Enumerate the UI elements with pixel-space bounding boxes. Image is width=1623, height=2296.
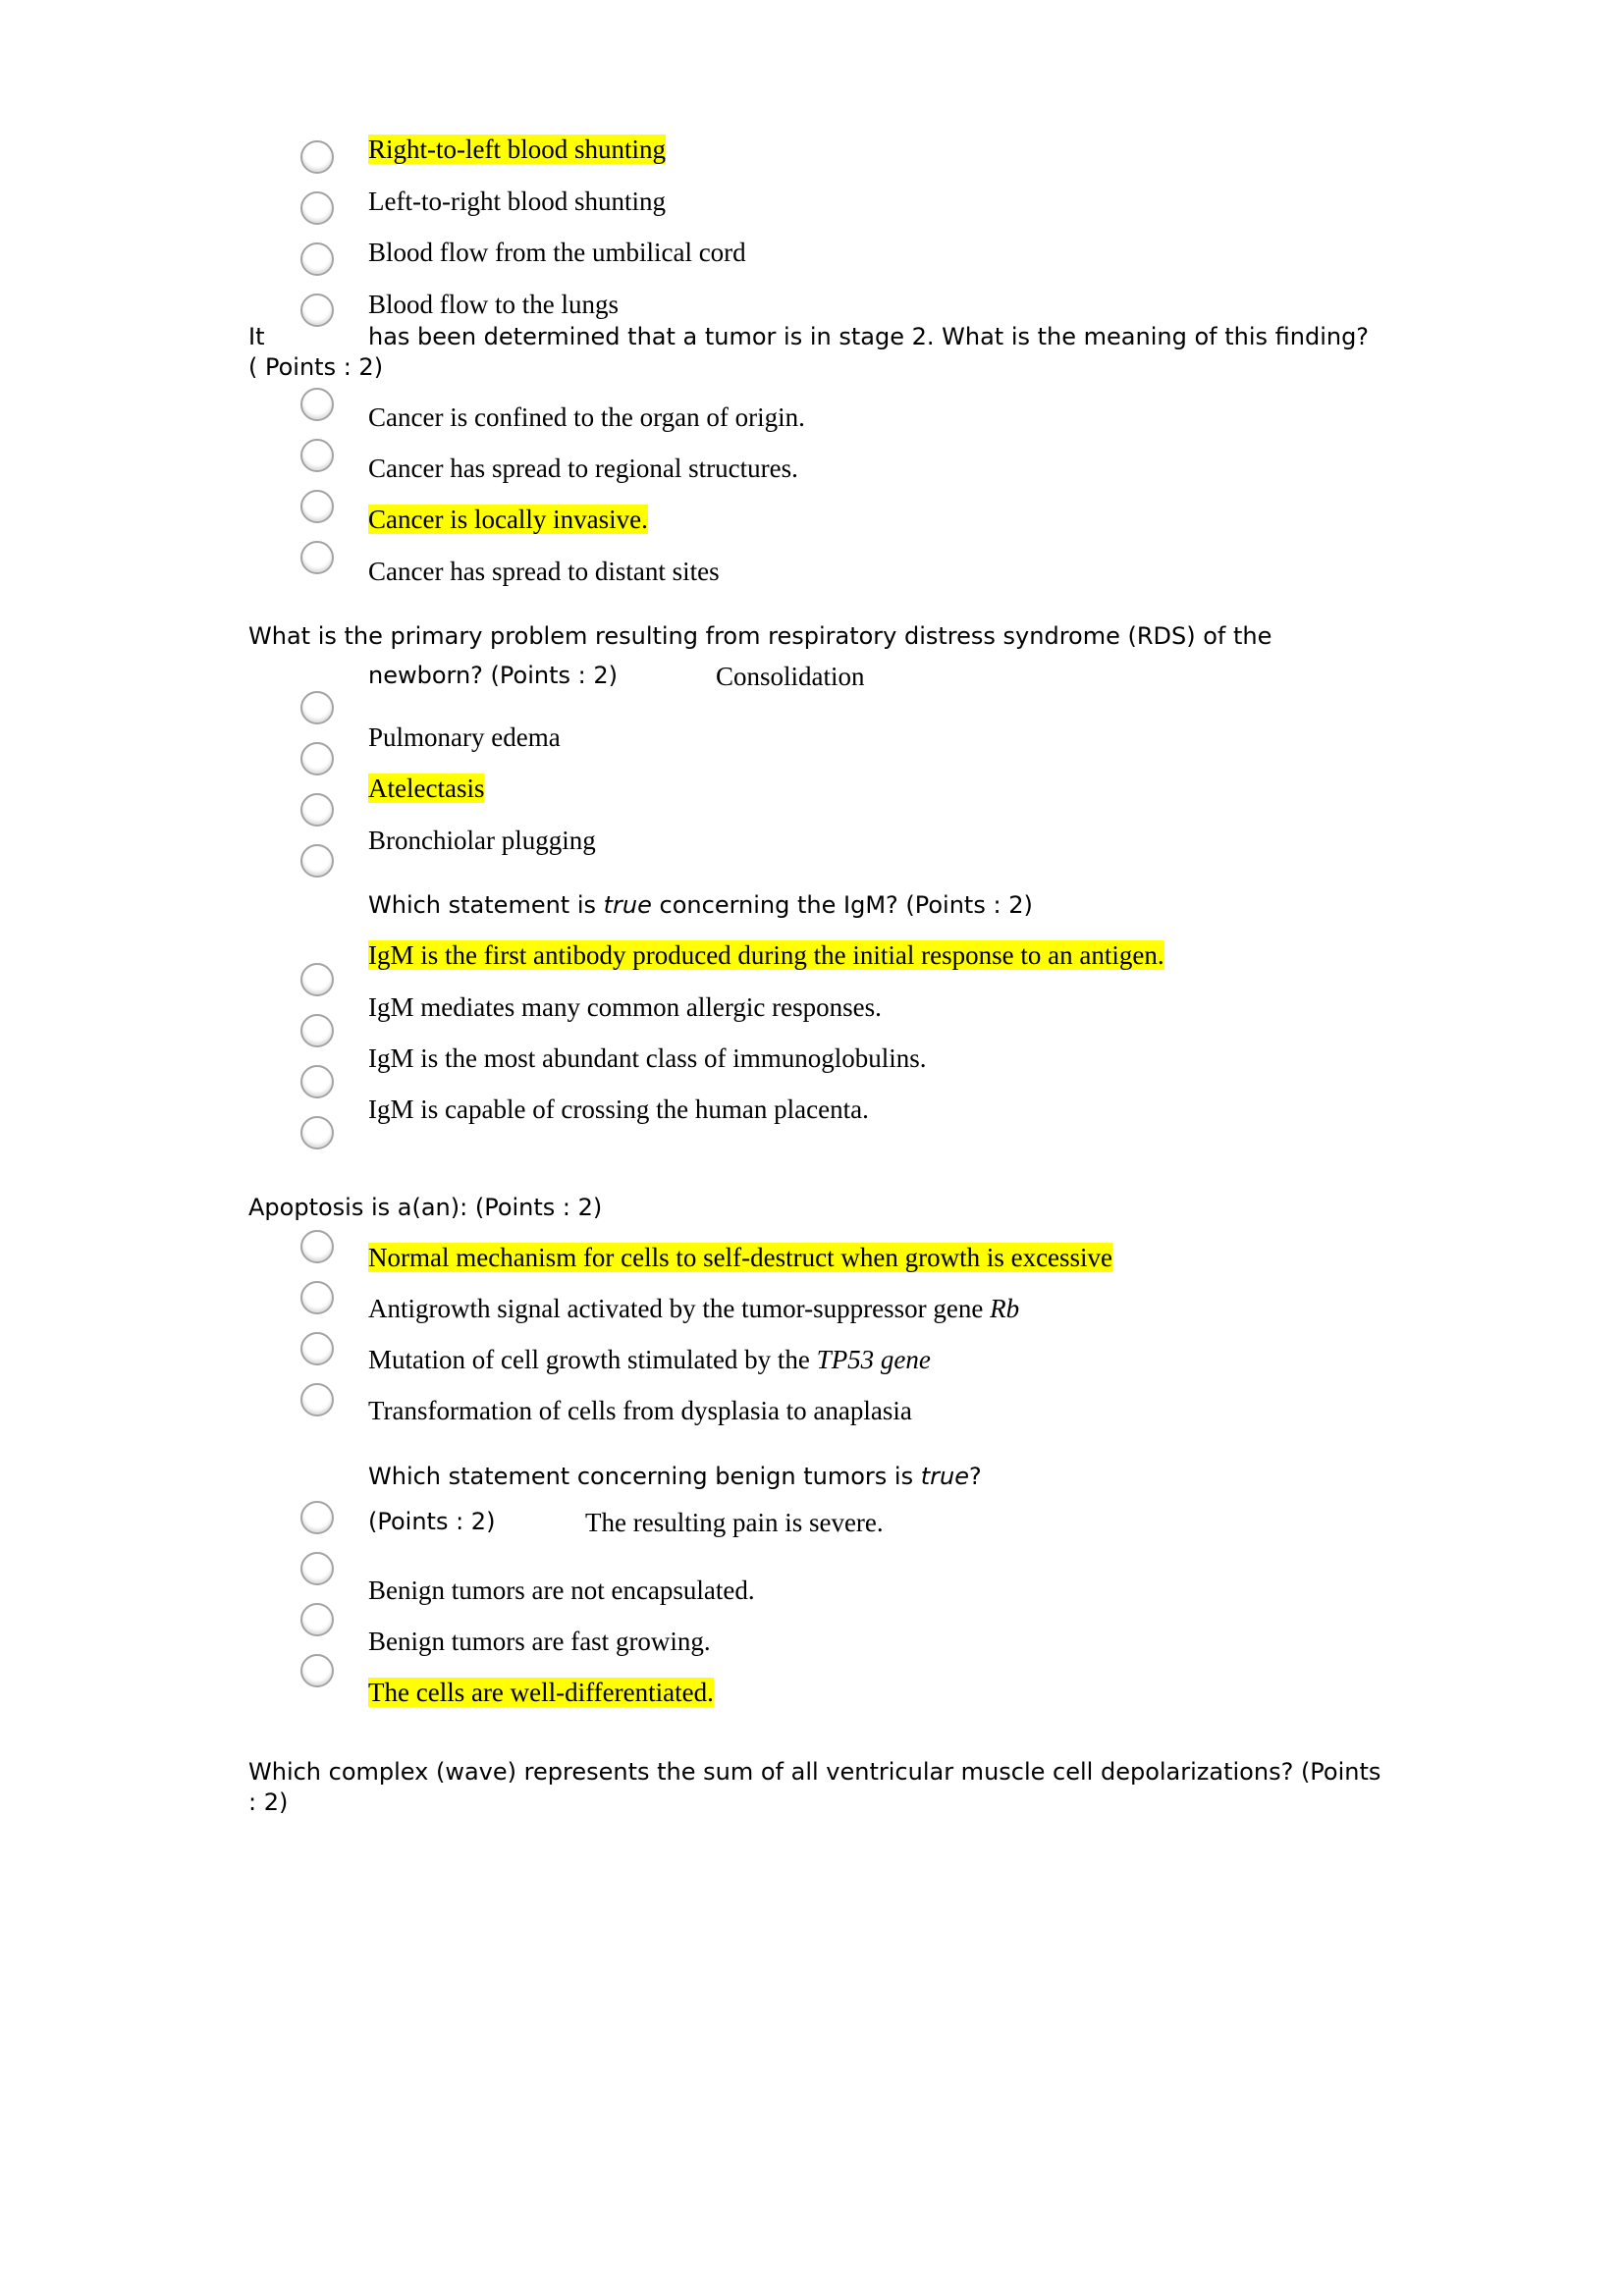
radio-q3-c[interactable] xyxy=(300,1065,334,1098)
q4-option-a: Normal mechanism for cells to self-destruct when growth is excessive xyxy=(368,1243,1113,1272)
q4-option-d: Transformation of cells from dysplasia to anaplasia xyxy=(368,1396,912,1425)
radio-q0-b[interactable] xyxy=(300,191,334,225)
radio-q2-c[interactable] xyxy=(300,793,334,827)
q3-option-d: IgM is capable of crossing the human placenta. xyxy=(368,1095,869,1124)
q0-option-a: Right-to-left blood shunting xyxy=(368,134,666,164)
radio-q5-d[interactable] xyxy=(300,1654,334,1687)
radio-q3-d[interactable] xyxy=(300,1116,334,1149)
radio-q4-c[interactable] xyxy=(300,1332,334,1365)
q3-text: Which statement is true concerning the IgM? (Points : 2) xyxy=(368,891,1033,919)
q1-option-c: Cancer is locally invasive. xyxy=(368,505,648,534)
q2-option-b: Pulmonary edema xyxy=(368,722,561,752)
q0-option-c: Blood flow from the umbilical cord xyxy=(368,238,746,267)
radio-q5-a[interactable] xyxy=(300,1501,334,1534)
q5-text: Which statement concerning benign tumors is true? xyxy=(368,1463,982,1490)
q5-option-b: Benign tumors are not encapsulated. xyxy=(368,1575,755,1605)
radio-q0-a[interactable] xyxy=(300,140,334,174)
radio-q5-c[interactable] xyxy=(300,1603,334,1636)
q3-option-b: IgM mediates many common allergic responses. xyxy=(368,992,882,1022)
q1-text: has been determined that a tumor is in stage 2. What is the meaning of this finding? xyxy=(368,323,1370,350)
q0-option-b: Left-to-right blood shunting xyxy=(368,187,666,216)
radio-q1-d[interactable] xyxy=(300,541,334,574)
q6-text-line2: : 2) xyxy=(248,1789,289,1816)
radio-q2-d[interactable] xyxy=(300,844,334,878)
radio-q3-b[interactable] xyxy=(300,1014,334,1047)
radio-q1-b[interactable] xyxy=(300,439,334,472)
radio-q2-a[interactable] xyxy=(300,691,334,724)
radio-q2-b[interactable] xyxy=(300,742,334,775)
radio-q0-c[interactable] xyxy=(300,242,334,276)
q4-option-c: Mutation of cell growth stimulated by the TP53 gene xyxy=(368,1345,931,1374)
q3-option-a: IgM is the first antibody produced during the initial response to an antigen. xyxy=(368,940,1164,970)
q1-option-d: Cancer has spread to distant sites xyxy=(368,557,720,586)
radio-q1-c[interactable] xyxy=(300,490,334,523)
q5-option-d: The cells are well-differentiated. xyxy=(368,1678,714,1707)
q1-option-b: Cancer has spread to regional structures. xyxy=(368,454,798,483)
q0-option-d: Blood flow to the lungs xyxy=(368,290,619,319)
q5-points: (Points : 2) xyxy=(368,1508,496,1535)
radio-q1-a[interactable] xyxy=(300,388,334,421)
q4-option-b: Antigrowth signal activated by the tumor-suppressor gene Rb xyxy=(368,1294,1020,1323)
radio-q4-b[interactable] xyxy=(300,1281,334,1314)
q3-option-c: IgM is the most abundant class of immunoglobulins. xyxy=(368,1043,927,1073)
q5-option-c: Benign tumors are fast growing. xyxy=(368,1627,711,1656)
radio-q0-d[interactable] xyxy=(300,294,334,327)
q1-prefix: It xyxy=(248,323,265,350)
q2-option-d: Bronchiolar plugging xyxy=(368,826,596,855)
q2-text-line1: What is the primary problem resulting from respiratory distress syndrome (RDS) of the xyxy=(248,622,1272,650)
q1-points: ( Points : 2) xyxy=(248,353,384,381)
radio-q4-a[interactable] xyxy=(300,1230,334,1263)
radio-q5-b[interactable] xyxy=(300,1552,334,1585)
q2-option-a: Consolidation xyxy=(716,662,865,691)
radio-q4-d[interactable] xyxy=(300,1383,334,1416)
radio-q3-a[interactable] xyxy=(300,963,334,996)
q2-option-c: Atelectasis xyxy=(368,774,485,803)
q5-option-a: The resulting pain is severe. xyxy=(585,1508,884,1537)
q6-text-line1: Which complex (wave) represents the sum of all ventricular muscle cell depolarizations? (Points xyxy=(248,1758,1381,1786)
q2-text-line2: newborn? (Points : 2) xyxy=(368,662,618,689)
q4-text: Apoptosis is a(an): (Points : 2) xyxy=(248,1194,603,1221)
q1-option-a: Cancer is confined to the organ of origin. xyxy=(368,402,805,432)
